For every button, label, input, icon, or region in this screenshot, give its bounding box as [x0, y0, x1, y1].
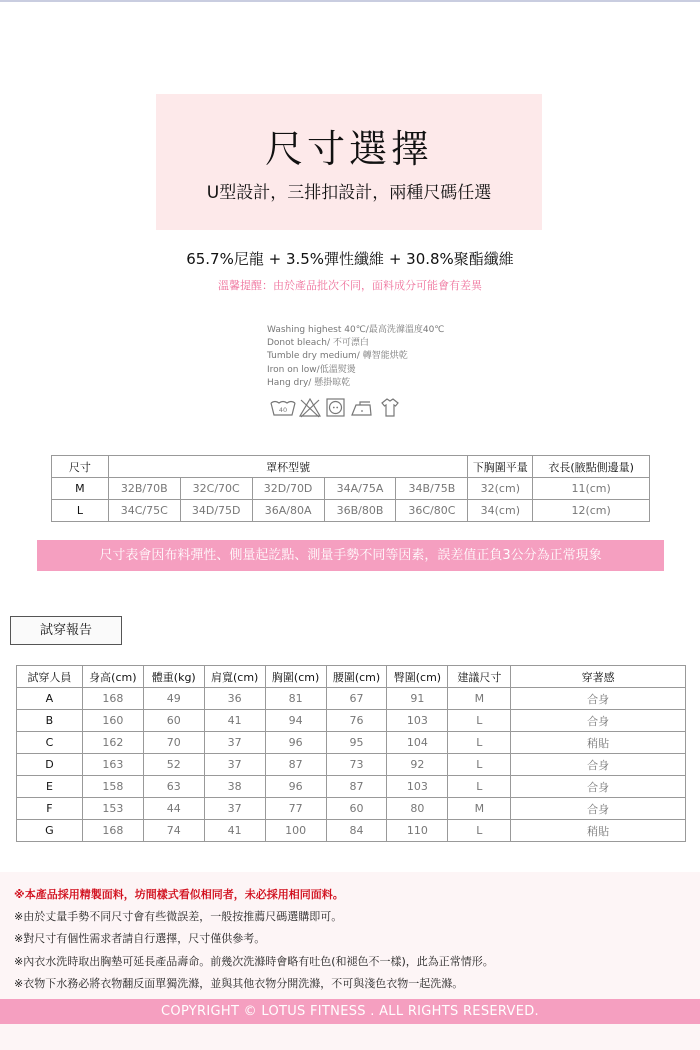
- size-selection-header: [156, 94, 542, 230]
- report-cell: 95: [326, 732, 387, 754]
- care-instructions: [267, 324, 444, 390]
- table-row: [52, 500, 650, 522]
- report-header-cell: 體重(kg): [143, 666, 204, 688]
- cup-header: 罩杯型號: [108, 456, 468, 478]
- table-row: [17, 710, 686, 732]
- tumble-dry-icon: [327, 399, 344, 416]
- length-cell: 12(cm): [533, 500, 650, 522]
- material-composition: 65.7%尼龍 + 3.5%彈性纖維 + 30.8%聚酯纖維: [186, 250, 514, 268]
- report-header-cell: 試穿人員: [17, 666, 83, 688]
- report-cell: 104: [387, 732, 448, 754]
- cup-cell: 36C/80C: [396, 500, 468, 522]
- note-washing-separate: ※衣物下水務必將衣物翻反面單獨洗滌，並與其他衣物分開洗滌，不可與淺色衣物一起洗滌。: [14, 976, 464, 990]
- table-row: [17, 754, 686, 776]
- size-header: 尺寸: [52, 456, 109, 478]
- report-header-cell: 肩寬(cm): [204, 666, 265, 688]
- report-cell: F: [17, 798, 83, 820]
- report-cell: 87: [326, 776, 387, 798]
- cup-cell: 32C/70C: [180, 478, 252, 500]
- measurement-tolerance-banner: 尺寸表會因布料彈性、側量起訖點、測量手勢不同等因素，誤差值正負3公分為正常現象: [37, 540, 664, 571]
- care-line-bleach: Donot bleach/ 不可漂白: [267, 338, 369, 349]
- report-cell: 38: [204, 776, 265, 798]
- report-cell: 合身: [511, 776, 686, 798]
- report-cell: 合身: [511, 754, 686, 776]
- report-cell: 41: [204, 820, 265, 842]
- size-table: [51, 455, 650, 522]
- report-cell: 103: [387, 776, 448, 798]
- copyright-footer: COPYRIGHT © LOTUS FITNESS . ALL RIGHTS RESERVED.: [0, 999, 700, 1024]
- notes-list: [14, 884, 494, 995]
- report-cell: A: [17, 688, 83, 710]
- report-cell: L: [448, 820, 511, 842]
- report-cell: 60: [326, 798, 387, 820]
- report-header-cell: 腰圍(cm): [326, 666, 387, 688]
- hang-dry-icon: [382, 399, 398, 416]
- report-cell: 稍貼: [511, 732, 686, 754]
- report-cell: 84: [326, 820, 387, 842]
- care-line-wash: Washing highest 40℃/最高洗滌溫度40℃: [267, 325, 445, 335]
- top-divider: [0, 0, 700, 2]
- length-cell: 11(cm): [533, 478, 650, 500]
- table-row: [17, 732, 686, 754]
- report-cell: 合身: [511, 710, 686, 732]
- note-size-reference: ※對尺寸有個性需求者請自行選擇，尺寸僅供參考。: [14, 932, 266, 946]
- report-cell: 168: [82, 820, 143, 842]
- under-bust-cell: 32(cm): [468, 478, 533, 500]
- page-title: 尺寸選擇: [264, 127, 433, 171]
- report-cell: M: [448, 688, 511, 710]
- report-cell: 60: [143, 710, 204, 732]
- report-cell: L: [448, 732, 511, 754]
- report-cell: 49: [143, 688, 204, 710]
- report-header-row: [17, 666, 686, 688]
- report-cell: 稍貼: [511, 820, 686, 842]
- report-cell: 91: [387, 688, 448, 710]
- report-cell: 77: [265, 798, 326, 820]
- report-cell: 96: [265, 776, 326, 798]
- report-cell: L: [448, 754, 511, 776]
- report-cell: 168: [82, 688, 143, 710]
- table-row: [17, 688, 686, 710]
- report-cell: C: [17, 732, 83, 754]
- report-cell: 44: [143, 798, 204, 820]
- report-cell: 92: [387, 754, 448, 776]
- note-washing-pad: ※內衣水洗時取出胸墊可延長產品壽命。前幾次洗滌時會略有吐色(和褪色不一樣)，此為正常情形。: [14, 954, 494, 968]
- report-cell: 73: [326, 754, 387, 776]
- report-cell: 37: [204, 754, 265, 776]
- report-header-cell: 胸圍(cm): [265, 666, 326, 688]
- report-header-cell: 建議尺寸: [448, 666, 511, 688]
- care-line-hang: Hang dry/ 懸掛晾乾: [267, 377, 351, 388]
- no-bleach-icon: [300, 399, 320, 417]
- report-cell: 100: [265, 820, 326, 842]
- report-cell: 110: [387, 820, 448, 842]
- wash-temp-label: 40: [278, 406, 288, 414]
- cup-cell: 34A/75A: [324, 478, 396, 500]
- size-cell: L: [52, 500, 109, 522]
- report-cell: L: [448, 710, 511, 732]
- note-measurement: ※由於丈量手勢不同尺寸會有些微誤差，一般按推薦尺碼選購即可。: [14, 910, 343, 924]
- cup-cell: 34B/75B: [396, 478, 468, 500]
- cup-cell: 36B/80B: [324, 500, 396, 522]
- cup-cell: 34C/75C: [108, 500, 180, 522]
- report-header-cell: 臀圍(cm): [387, 666, 448, 688]
- under-bust-header: 下胸圍平量: [468, 456, 533, 478]
- report-cell: 81: [265, 688, 326, 710]
- report-cell: 103: [387, 710, 448, 732]
- report-cell: 80: [387, 798, 448, 820]
- report-cell: L: [448, 776, 511, 798]
- cup-cell: 36A/80A: [252, 500, 324, 522]
- page-subtitle: U型設計，三排扣設計，兩種尺碼任選: [206, 183, 492, 203]
- care-line-iron: Iron on low/低溫熨燙: [267, 364, 356, 375]
- report-cell: 合身: [511, 688, 686, 710]
- size-cell: M: [52, 478, 109, 500]
- table-row: [17, 820, 686, 842]
- report-cell: 94: [265, 710, 326, 732]
- report-cell: 160: [82, 710, 143, 732]
- report-cell: 70: [143, 732, 204, 754]
- cup-cell: 34D/75D: [180, 500, 252, 522]
- fitting-report-table: [16, 665, 686, 842]
- report-cell: 合身: [511, 798, 686, 820]
- report-cell: M: [448, 798, 511, 820]
- report-cell: 162: [82, 732, 143, 754]
- report-cell: 158: [82, 776, 143, 798]
- report-cell: 41: [204, 710, 265, 732]
- report-cell: 37: [204, 732, 265, 754]
- report-cell: B: [17, 710, 83, 732]
- material-notice: 溫馨提醒：由於產品批次不同，面料成分可能會有差異: [218, 279, 482, 292]
- report-cell: 163: [82, 754, 143, 776]
- report-cell: 63: [143, 776, 204, 798]
- report-cell: 153: [82, 798, 143, 820]
- iron-low-icon: [352, 402, 371, 415]
- wash-40-icon: [271, 402, 295, 416]
- report-cell: G: [17, 820, 83, 842]
- cup-cell: 32B/70B: [108, 478, 180, 500]
- report-cell: 74: [143, 820, 204, 842]
- size-table-header: [52, 456, 650, 478]
- report-cell: 67: [326, 688, 387, 710]
- note-fabric-warning: ※本產品採用精製面料，坊間樣式看似相同者，未必採用相同面料。: [14, 888, 344, 901]
- report-cell: 37: [204, 798, 265, 820]
- table-row: [17, 776, 686, 798]
- report-cell: 96: [265, 732, 326, 754]
- care-icons: [270, 396, 412, 420]
- fitting-report-label: 試穿報告: [10, 616, 122, 645]
- under-bust-cell: 34(cm): [468, 500, 533, 522]
- report-header-cell: 身高(cm): [82, 666, 143, 688]
- length-header: 衣長(腋點側邊量): [533, 456, 650, 478]
- table-row: [17, 798, 686, 820]
- cup-cell: 32D/70D: [252, 478, 324, 500]
- care-line-tumble: Tumble dry medium/ 轉智能烘乾: [267, 351, 408, 362]
- report-cell: 87: [265, 754, 326, 776]
- table-row: [52, 478, 650, 500]
- report-cell: 52: [143, 754, 204, 776]
- report-cell: E: [17, 776, 83, 798]
- report-cell: 76: [326, 710, 387, 732]
- report-header-cell: 穿著感: [511, 666, 686, 688]
- report-cell: D: [17, 754, 83, 776]
- report-cell: 36: [204, 688, 265, 710]
